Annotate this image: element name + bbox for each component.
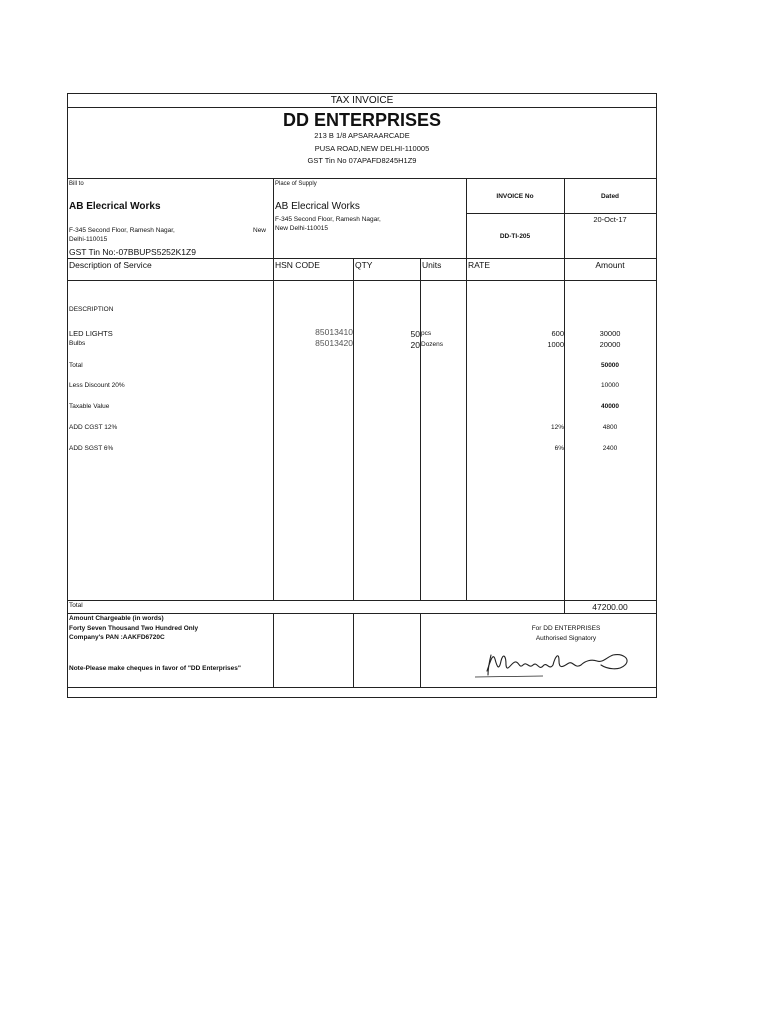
item-rate: 600 [551, 329, 564, 338]
col-header-qty: QTY [355, 260, 373, 270]
col-header-hsn: HSN CODE [275, 260, 320, 270]
invoice-date: 20-Oct-17 [593, 215, 627, 224]
dated-label: Dated [600, 193, 620, 200]
summary-taxable-label: Taxable Value [69, 403, 110, 410]
document-title: TAX INVOICE [330, 95, 394, 106]
col-header-units: Units [422, 260, 442, 270]
summary-taxable-amount: 40000 [600, 403, 620, 410]
for-company: For DD ENTERPRISES [531, 625, 601, 632]
border-right [656, 93, 657, 698]
rule-billto-divider [273, 178, 274, 258]
company-pan: Company's PAN :AAKFD6720C [69, 634, 165, 641]
summary-discount-label: Less Discount 20% [69, 382, 125, 389]
rule-below-total [67, 613, 657, 614]
rule-meta-mid [466, 213, 657, 214]
item-qty: 50 [410, 329, 420, 339]
border-top [67, 93, 657, 94]
bill-to-label: Bill to [69, 181, 84, 187]
grand-total-amount: 47200.00 [592, 602, 628, 612]
summary-discount-amount: 10000 [600, 382, 620, 389]
item-amount: 30000 [599, 329, 621, 338]
place-of-supply-address-line1: F-345 Second Floor, Ramesh Nagar, [275, 216, 381, 223]
grand-total-label: Total [69, 602, 83, 609]
footer-rule-2 [353, 613, 354, 687]
summary-sgst-rate: 6% [554, 445, 564, 452]
summary-cgst-amount: 4800 [602, 424, 618, 431]
footer-rule-1 [273, 613, 274, 687]
cheque-note: Note-Please make cheques in favor of "DD Enterprises" [69, 665, 241, 672]
company-address-line2: PUSA ROAD,NEW DELHI-110005 [314, 144, 430, 153]
place-of-supply-address-line2: New Delhi-110015 [275, 225, 328, 232]
amount-in-words: Forty Seven Thousand Two Hundred Only [69, 625, 199, 632]
col-rule-rate [466, 258, 467, 600]
rule-meta-left [466, 178, 467, 258]
company-gst: GST Tin No 07APAFD8245H1Z9 [307, 156, 417, 165]
col-rule-hsn [273, 258, 274, 600]
summary-sgst-amount: 2400 [602, 445, 618, 452]
summary-cgst-rate: 12% [550, 424, 564, 431]
bill-to-address-new: New [253, 227, 267, 234]
invoice-number: DD-TI-205 [499, 233, 531, 240]
col-rule-amount [564, 258, 565, 613]
footer-rule-3 [420, 613, 421, 687]
summary-total-label: Total [69, 362, 83, 369]
rule-above-blank [67, 687, 657, 688]
item-units: Dozens [421, 341, 444, 348]
item-qty: 20 [410, 340, 420, 350]
place-of-supply-label: Place of Supply [275, 181, 317, 187]
col-rule-units [420, 258, 421, 600]
summary-total-amount: 50000 [600, 362, 620, 369]
bill-to-address-line2: Delhi-110015 [69, 236, 108, 243]
border-bottom [67, 697, 657, 698]
bill-to-name: AB Elecrical Works [69, 201, 161, 212]
summary-cgst-label: ADD CGST 12% [69, 424, 118, 431]
authorised-signatory: Authorised Signatory [535, 635, 597, 642]
item-rate: 1000 [547, 340, 564, 349]
summary-sgst-label: ADD SGST 6% [69, 445, 114, 452]
signature-image [473, 645, 643, 683]
rule-meta-mid-v [564, 178, 565, 258]
invoice-no-label: INVOICE No [496, 193, 534, 200]
item-hsn: 85013410 [315, 327, 353, 337]
bill-to-gst: GST Tin No:-07BBUPS5252K1Z9 [69, 247, 196, 257]
item-description: LED LIGHTS [69, 329, 113, 338]
amount-words-label: Amount Chargeable (in words) [69, 615, 164, 622]
item-hsn: 85013420 [315, 338, 353, 348]
rule-below-columns [67, 280, 657, 281]
col-rule-qty [353, 258, 354, 600]
description-heading: DESCRIPTION [69, 306, 114, 313]
col-header-description: Description of Service [69, 260, 152, 270]
item-amount: 20000 [599, 340, 621, 349]
rule-below-header [67, 178, 657, 179]
bill-to-address-line1: F-345 Second Floor, Ramesh Nagar, [69, 227, 175, 234]
company-name: DD ENTERPRISES [282, 110, 442, 130]
company-address-line1: 213 B 1/8 APSARAARCADE [314, 131, 410, 140]
rule-above-columns [67, 258, 657, 259]
col-header-rate: RATE [468, 260, 491, 270]
col-header-amount: Amount [595, 260, 625, 270]
rule-below-title [67, 107, 657, 108]
rule-above-total [67, 600, 657, 601]
tax-invoice [67, 93, 657, 698]
item-units: pcs [421, 330, 432, 337]
place-of-supply-name: AB Elecrical Works [275, 201, 360, 212]
item-description: Bulbs [69, 340, 86, 347]
border-left [67, 93, 68, 698]
